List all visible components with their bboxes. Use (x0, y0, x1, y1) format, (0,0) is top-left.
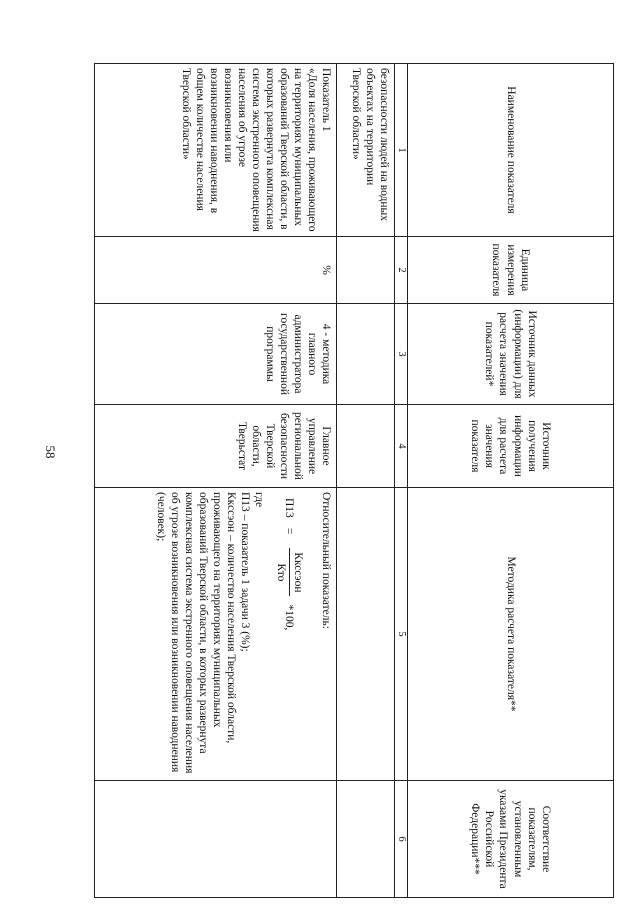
empty-cell (337, 781, 395, 898)
indicator-table (94, 63, 614, 898)
column-number: 1 (395, 64, 408, 237)
methodology-definition-2: Ккссэон – количество населения Тверской области, проживающего на территориях муниципальных образований Тверской области, в которых развернута комплексная система экстренного оповещения населения об угрозе возникновения или возникновении наводнения (человек); (154, 492, 237, 774)
methodology-definition-1: П13 – показатель 1 задачи 3 (%); (238, 492, 251, 652)
header-info-source: Источник получения информации для расчета значения показателя (408, 405, 614, 488)
header-compliance: Соответствие показателям, установленным указами Президента Российской Федерации*** (408, 781, 614, 898)
formula-numerator: Ккссэон (289, 548, 305, 596)
empty-cell (337, 237, 395, 304)
table-row-indicator-1 (95, 64, 337, 898)
empty-cell (337, 304, 395, 405)
header-indicator-name: Наименование показателя (408, 64, 614, 237)
methodology-where: где (252, 492, 265, 508)
header-methodology: Методика расчета показателя** (408, 488, 614, 781)
formula (274, 498, 305, 776)
column-number-row (395, 64, 408, 898)
methodology-intro: Относительный показатель: (320, 492, 332, 629)
formula-lhs: П13 (283, 498, 296, 518)
column-number: 5 (395, 488, 408, 781)
column-number: 6 (395, 781, 408, 898)
header-data-source: Источник данных (информации) для расчета значения показателей* (408, 304, 614, 405)
column-number: 4 (395, 405, 408, 488)
table-row-continuation (337, 64, 395, 898)
info-source-cell: Главное управление региональной безопасности Тверской области, Тверьстат (95, 405, 337, 488)
column-number: 2 (395, 237, 408, 304)
formula-fraction (274, 548, 305, 596)
indicator-description: «Доля населения, проживающего на территориях муниципальных образований Тверской области, в которых развернута комплексная система экстренного оповещения населения об угрозе возникновения или возникновении наводнения, в общем количестве населения Тверской области» (179, 68, 318, 232)
page-number: 58 (43, 445, 58, 459)
indicator-table-container (94, 63, 614, 889)
formula-equals: = (283, 527, 296, 535)
methodology-cell (95, 488, 337, 781)
formula-tail: *100, (283, 604, 296, 631)
column-number: 3 (395, 304, 408, 405)
formula-denominator: Кто (274, 563, 287, 582)
header-unit: Единица измерения показателя (408, 237, 614, 304)
compliance-cell (95, 781, 337, 898)
indicator-title: Показатель 1 (320, 68, 332, 132)
table-header-row (408, 64, 614, 898)
unit-cell: % (95, 237, 337, 304)
empty-cell (337, 488, 395, 781)
indicator-name-cell (95, 64, 337, 237)
continuation-indicator-name: безопасности людей на водных объектах на территории Тверской области» (337, 64, 395, 237)
empty-cell (337, 405, 395, 488)
data-source-cell: 4 - методика главного администратора государственной программы (95, 304, 337, 405)
